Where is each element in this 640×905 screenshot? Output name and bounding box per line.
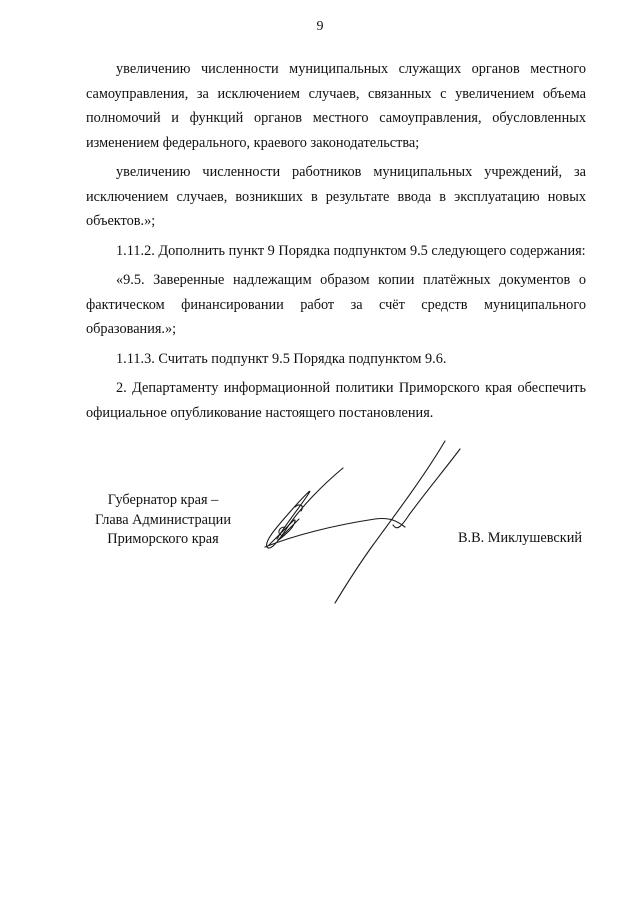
handwritten-signature [255, 435, 470, 610]
signer-position [78, 491, 248, 550]
position-line: Губернатор края – [107, 492, 219, 508]
position-line: Приморского края [107, 531, 219, 547]
position-line: Глава Администрации [95, 511, 231, 528]
page-number: 9 [316, 19, 324, 34]
paragraph: увеличению численности муниципальных служащих органов местного самоуправления, за исключением случаев, связанных с увеличением объема полномочий и функций органов местного самоуправления, обусловленных изменением федерального, краевого законодательства; [86, 61, 586, 151]
paragraph: «9.5. Заверенные надлежащим образом копии платёжных документов о фактическом финансировании работ за счёт средств муниципального образования.»; [86, 272, 586, 337]
paragraph: увеличению численности работников муниципальных учреждений, за исключением случаев, возникших в результате ввода в эксплуатацию новых объектов.»; [86, 164, 586, 229]
signer-name: В.В. Миклушевский [458, 530, 583, 546]
paragraph: 1.11.3. Считать подпункт 9.5 Порядка подпунктом 9.6. [116, 350, 447, 367]
document-body [86, 57, 586, 430]
paragraph: 2. Департаменту информационной политики Приморского края обеспечить официальное опубликование настоящего постановления. [86, 380, 586, 421]
paragraph: 1.11.2. Дополнить пункт 9 Порядка подпунктом 9.5 следующего содержания: [116, 242, 586, 259]
